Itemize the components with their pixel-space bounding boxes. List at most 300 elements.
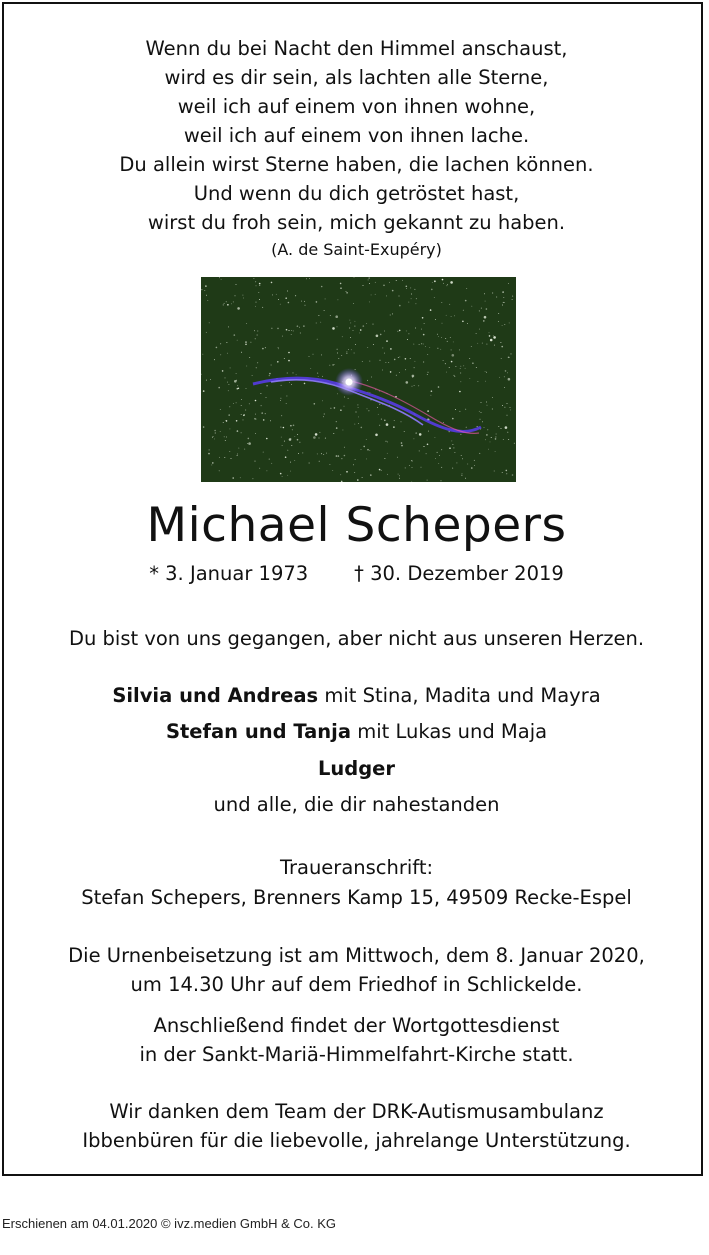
star [226, 420, 228, 422]
star [323, 416, 324, 417]
star [399, 330, 401, 332]
star [334, 407, 336, 409]
star [484, 427, 485, 428]
star [203, 426, 205, 428]
star [341, 458, 342, 459]
star [504, 302, 505, 303]
star [466, 288, 467, 289]
star [294, 460, 295, 461]
star [442, 323, 443, 324]
star [427, 410, 429, 412]
star [411, 294, 412, 295]
star [358, 423, 359, 424]
star [370, 474, 372, 476]
star [387, 474, 388, 475]
star [421, 467, 422, 468]
star [309, 356, 310, 357]
star [438, 386, 440, 388]
star [238, 448, 239, 449]
star [426, 453, 427, 454]
star [324, 414, 325, 415]
star [405, 467, 406, 468]
star [204, 290, 205, 291]
star [419, 433, 422, 436]
star [219, 277, 220, 278]
star [392, 290, 394, 292]
star [316, 301, 318, 303]
star [375, 434, 378, 437]
star [340, 287, 342, 289]
star [413, 438, 414, 439]
star [338, 358, 339, 359]
star [246, 366, 247, 367]
star [236, 284, 237, 285]
star [452, 468, 453, 469]
star [301, 301, 302, 302]
publication-footer: Erschienen am 04.01.2020 © ivz.medien GmbH & Co. KG [2, 1216, 337, 1231]
star [424, 323, 425, 324]
star [486, 308, 488, 310]
star [392, 313, 393, 314]
star [367, 347, 368, 348]
star [437, 334, 438, 335]
star [388, 362, 389, 363]
star [447, 341, 448, 342]
star [340, 409, 342, 411]
star [318, 315, 319, 316]
star [278, 347, 279, 348]
star [293, 330, 294, 331]
star [223, 304, 224, 305]
star [501, 358, 502, 359]
star [237, 388, 239, 390]
star [427, 374, 428, 375]
star [486, 402, 487, 403]
star [449, 304, 450, 305]
star [469, 358, 470, 359]
star [244, 449, 245, 450]
star [304, 301, 305, 302]
star [504, 387, 505, 388]
star [285, 456, 287, 458]
star [322, 376, 323, 377]
star [252, 375, 253, 376]
star [210, 379, 211, 380]
star [280, 398, 281, 399]
star [421, 343, 422, 344]
star [401, 421, 402, 422]
star [428, 372, 429, 373]
star [309, 278, 310, 279]
star [415, 432, 417, 434]
star [462, 458, 463, 459]
star [410, 358, 411, 359]
star [452, 418, 454, 420]
star [453, 341, 454, 342]
star [379, 469, 381, 471]
star [209, 322, 210, 323]
star [398, 357, 399, 358]
star [443, 283, 444, 284]
star [476, 333, 477, 334]
star [390, 315, 391, 316]
star [369, 283, 370, 284]
star [288, 302, 290, 304]
star [454, 375, 455, 376]
star [508, 439, 509, 440]
star [366, 323, 367, 324]
star [342, 336, 343, 337]
star [263, 452, 264, 453]
star [427, 480, 428, 481]
star [256, 367, 257, 368]
star [449, 447, 451, 449]
star [228, 414, 230, 416]
star [266, 397, 267, 398]
star [278, 348, 279, 349]
star [441, 449, 442, 450]
star [356, 412, 357, 413]
poem-attribution: (A. de Saint-Exupéry) [271, 240, 442, 259]
star [474, 460, 475, 461]
star [361, 449, 362, 450]
star [287, 373, 288, 374]
star [481, 402, 482, 403]
star [236, 420, 238, 422]
star [456, 462, 457, 463]
poem-line-5: Du allein wirst Sterne haben, die lachen können. [119, 153, 594, 176]
star [355, 344, 356, 345]
star [454, 376, 455, 377]
address-label: Traueranschrift: [279, 856, 434, 879]
star [511, 353, 512, 354]
star [471, 467, 473, 469]
star [224, 457, 225, 458]
star [214, 430, 216, 432]
star [488, 449, 489, 450]
star [214, 359, 215, 360]
star [346, 291, 347, 292]
star [399, 475, 400, 476]
thanks-line-2: Ibbenbüren für die liebevolle, jahrelange Unterstützung. [82, 1129, 631, 1152]
star [490, 441, 491, 442]
star [219, 470, 220, 471]
star [354, 353, 355, 354]
star [226, 437, 227, 438]
star [291, 384, 292, 385]
star [218, 387, 220, 389]
star [243, 419, 244, 420]
star [324, 310, 325, 311]
star [358, 416, 359, 417]
star [250, 342, 251, 343]
star [373, 344, 374, 345]
star [226, 342, 227, 343]
star [255, 338, 256, 339]
star [291, 330, 292, 331]
star [450, 337, 451, 338]
star [451, 349, 452, 350]
star [286, 329, 288, 331]
star [333, 433, 334, 434]
star [290, 471, 291, 472]
star [501, 428, 502, 429]
mourner-line-2 [4, 720, 709, 743]
star [358, 407, 359, 408]
star [405, 369, 406, 370]
star [434, 297, 435, 298]
star [235, 295, 236, 296]
star [231, 303, 232, 304]
star [367, 449, 369, 451]
star [321, 453, 322, 454]
star [363, 285, 364, 286]
star [382, 347, 383, 348]
star [452, 444, 453, 445]
star [357, 404, 358, 405]
star [399, 372, 400, 373]
star [314, 403, 316, 405]
star [430, 309, 432, 311]
star [396, 375, 397, 376]
star [261, 405, 262, 406]
star [501, 346, 503, 348]
star [485, 439, 486, 440]
star [439, 455, 440, 456]
star [236, 380, 237, 381]
star [269, 375, 270, 376]
deceased-name: Michael Schepers [146, 498, 567, 553]
mourner-names: Ludger [317, 757, 396, 780]
star [465, 368, 466, 369]
star [381, 419, 382, 420]
star [410, 287, 411, 288]
star [499, 377, 500, 378]
star [211, 464, 212, 465]
star [455, 409, 456, 410]
star [269, 373, 271, 375]
star [337, 349, 338, 350]
star [222, 370, 224, 372]
star [459, 411, 460, 412]
star [491, 437, 492, 438]
star [399, 305, 401, 307]
obituary-frame [2, 2, 703, 1176]
star [506, 470, 508, 472]
star [512, 296, 513, 297]
star [483, 320, 485, 322]
star [386, 295, 387, 296]
others-line: und alle, die dir nahestanden [213, 793, 500, 816]
star [277, 361, 279, 363]
star [297, 325, 299, 327]
star [329, 464, 330, 465]
star [490, 339, 493, 342]
star [465, 300, 467, 302]
star [284, 441, 285, 442]
star [361, 427, 363, 429]
star [449, 367, 450, 368]
star [379, 404, 380, 405]
star [508, 378, 511, 381]
star [507, 372, 508, 373]
star [220, 431, 221, 432]
star [280, 304, 281, 305]
star [317, 339, 318, 340]
star [418, 385, 419, 386]
star [362, 361, 363, 362]
star [509, 322, 510, 323]
star [510, 407, 511, 408]
star [393, 426, 395, 428]
star [377, 407, 378, 408]
star [317, 453, 318, 454]
star [397, 331, 398, 332]
star [294, 436, 295, 437]
star [423, 344, 424, 345]
star [384, 331, 385, 332]
star [387, 453, 388, 454]
star [295, 295, 296, 296]
star [271, 282, 273, 284]
nebula-photo [201, 277, 516, 482]
star [369, 450, 370, 451]
star [504, 376, 505, 377]
star [248, 438, 250, 440]
star [477, 343, 478, 344]
star [375, 282, 376, 283]
star [337, 353, 338, 354]
star [482, 421, 483, 422]
star [507, 415, 508, 416]
star [411, 298, 412, 299]
star [371, 294, 372, 295]
star [446, 372, 447, 373]
star [423, 334, 425, 336]
star [450, 281, 453, 284]
star [502, 405, 503, 406]
star [476, 367, 477, 368]
star [415, 303, 416, 304]
star [494, 471, 495, 472]
star [346, 353, 347, 354]
star [288, 330, 289, 331]
star [353, 464, 354, 465]
star [255, 400, 257, 402]
star [293, 425, 295, 427]
star [337, 299, 338, 300]
star [486, 434, 488, 436]
star [344, 397, 345, 398]
star [484, 316, 487, 319]
star [485, 301, 486, 302]
star [281, 437, 282, 438]
star [441, 467, 442, 468]
star [445, 338, 446, 339]
star [213, 436, 214, 437]
star [232, 477, 234, 479]
poem-line-3: weil ich auf einem von ihnen wohne, [177, 95, 536, 118]
star [460, 366, 461, 367]
star [241, 352, 242, 353]
star [485, 381, 486, 382]
star [434, 281, 435, 282]
star [429, 347, 430, 348]
star [220, 354, 221, 355]
star [424, 446, 425, 447]
star [419, 344, 420, 345]
star [317, 373, 318, 374]
star [329, 365, 330, 366]
star [299, 327, 300, 328]
star [249, 403, 250, 404]
star [323, 454, 324, 455]
star [297, 439, 299, 441]
star [397, 457, 398, 458]
star [290, 462, 291, 463]
poem-line-6: Und wenn du dich getröstet hast, [193, 182, 520, 205]
star [465, 478, 466, 479]
star [512, 474, 514, 476]
star [202, 354, 203, 355]
star [453, 447, 454, 448]
star [507, 403, 508, 404]
star [247, 443, 248, 444]
star [349, 320, 350, 321]
star [228, 384, 229, 385]
star [304, 383, 306, 385]
star [233, 403, 234, 404]
star [394, 359, 396, 361]
star [214, 438, 215, 439]
star [477, 426, 478, 427]
star [258, 292, 259, 293]
star [486, 344, 487, 345]
star [238, 388, 239, 389]
star [201, 289, 202, 290]
star [427, 444, 429, 446]
star [255, 419, 256, 420]
star [414, 367, 415, 368]
star [320, 322, 321, 323]
star [510, 409, 511, 410]
burial-line-2: um 14.30 Uhr auf dem Friedhof in Schlickelde. [130, 973, 583, 996]
star [241, 399, 242, 400]
star [282, 445, 283, 446]
star [504, 324, 505, 325]
star [255, 461, 256, 462]
star [415, 328, 416, 329]
star [384, 353, 385, 354]
star [351, 349, 352, 350]
star [255, 433, 256, 434]
star [263, 419, 265, 421]
star [348, 349, 349, 350]
star [241, 432, 242, 433]
star [280, 427, 281, 428]
poem-line-1: Wenn du bei Nacht den Himmel anschaust, [145, 37, 568, 60]
star [471, 306, 472, 307]
service-line-2: in der Sankt-Mariä-Himmelfahrt-Kirche statt. [139, 1043, 574, 1066]
star [477, 381, 478, 382]
mourner-names: Silvia und Andreas [112, 684, 319, 707]
star [203, 390, 205, 392]
star [243, 298, 244, 299]
star [462, 473, 463, 474]
star [354, 326, 355, 327]
star [459, 391, 461, 393]
star [278, 299, 279, 300]
